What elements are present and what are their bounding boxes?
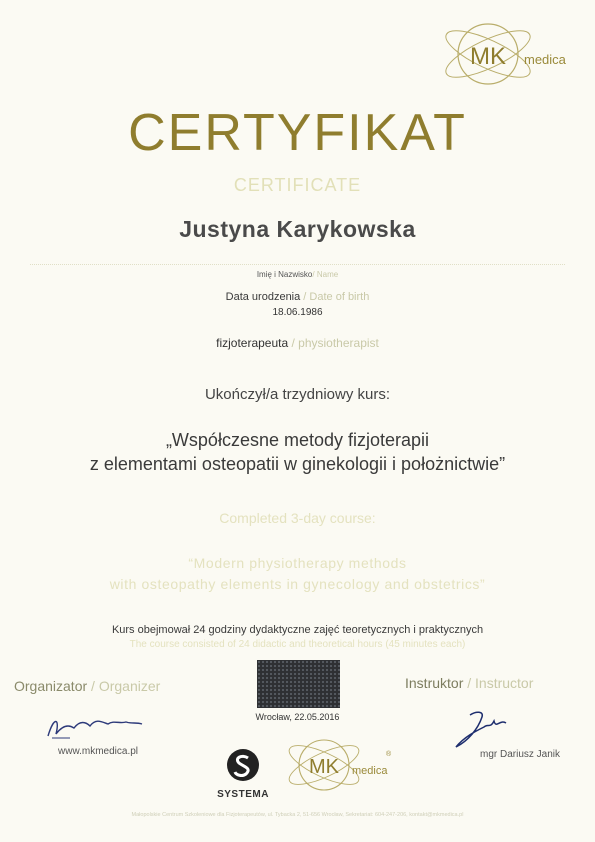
instructor-name: mgr Dariusz Janik [480, 749, 561, 760]
mk-logo-letters-bottom: MK [309, 756, 339, 778]
dob-label [0, 291, 595, 303]
dob-label-en: / Date of birth [300, 291, 370, 303]
instructor-label [405, 675, 533, 691]
course-title-en-line-2: with osteopathy elements in gynecology and obstetrics” [109, 576, 486, 592]
course-hours-pl: Kurs obejmował 24 godziny dydaktyczne zajęć teoretycznych i praktycznych [111, 624, 484, 636]
instructor-label-en: / Instructor [463, 675, 534, 691]
course-hours-en: The course consisted of 24 didactic and theoretical hours (45 minutes each) [129, 639, 466, 650]
medica-logo-text: medica [524, 52, 566, 67]
profession [0, 336, 595, 350]
mk-medica-logo-top [436, 14, 576, 94]
systema-text: SYSTEMA [217, 789, 269, 800]
organizer-label-en: / Organizer [87, 678, 161, 694]
course-title-pl [0, 428, 595, 476]
dob-label-pl: Data urodzenia [225, 291, 301, 303]
organizer-signature [40, 710, 150, 746]
completed-course-en: Completed 3-day course: [219, 510, 376, 526]
name-label-en: / Name [312, 270, 339, 279]
hologram-stamp [257, 660, 340, 708]
profession-en: / physiotherapist [288, 336, 379, 350]
instructor-label-pl: Instruktor [405, 675, 464, 691]
course-title-en [0, 553, 595, 595]
website-link[interactable]: www.mkmedica.pl [58, 746, 139, 757]
systema-logo [211, 748, 275, 800]
profession-pl: fizjoterapeuta [216, 336, 289, 350]
mk-logo-letters: MK [470, 43, 506, 70]
course-title-pl-line-1: „Współczesne metody fizjoterapii [165, 430, 430, 450]
certificate-subtitle: CERTIFICATE [233, 175, 362, 195]
certificate-title: CERTYFIKAT [128, 104, 467, 162]
participant-name: Justyna Karykowska [179, 216, 416, 242]
name-underline [30, 264, 565, 265]
course-title-pl-line-2: z elementami osteopatii w ginekologii i położnictwie” [89, 454, 506, 474]
completed-course-pl: Ukończył/a trzydniowy kurs: [204, 386, 391, 403]
medica-logo-text-bottom: medica [352, 765, 388, 777]
place-date: Wrocław, 22.05.2016 [255, 712, 340, 722]
name-label-pl: Imię i Nazwisko [256, 270, 313, 279]
course-title-en-line-1: “Modern physiotherapy methods [188, 555, 407, 571]
organizer-label-pl: Organizator [14, 678, 88, 694]
registered-mark: ® [386, 751, 392, 758]
instructor-signature [440, 707, 520, 751]
systema-s-icon [226, 748, 260, 782]
organizer-label [14, 678, 160, 694]
footer-address: Małopolskie Centrum Szkoleniowe dla Fizjoterapeutów, ul. Tybacka 2, 51-656 Wrocław, Sekretariat: 604-247-206, kontakt@mkmedica.pl [131, 812, 464, 818]
name-label [0, 270, 595, 279]
mk-medica-logo-bottom [282, 730, 402, 800]
date-of-birth: 18.06.1986 [272, 307, 323, 318]
